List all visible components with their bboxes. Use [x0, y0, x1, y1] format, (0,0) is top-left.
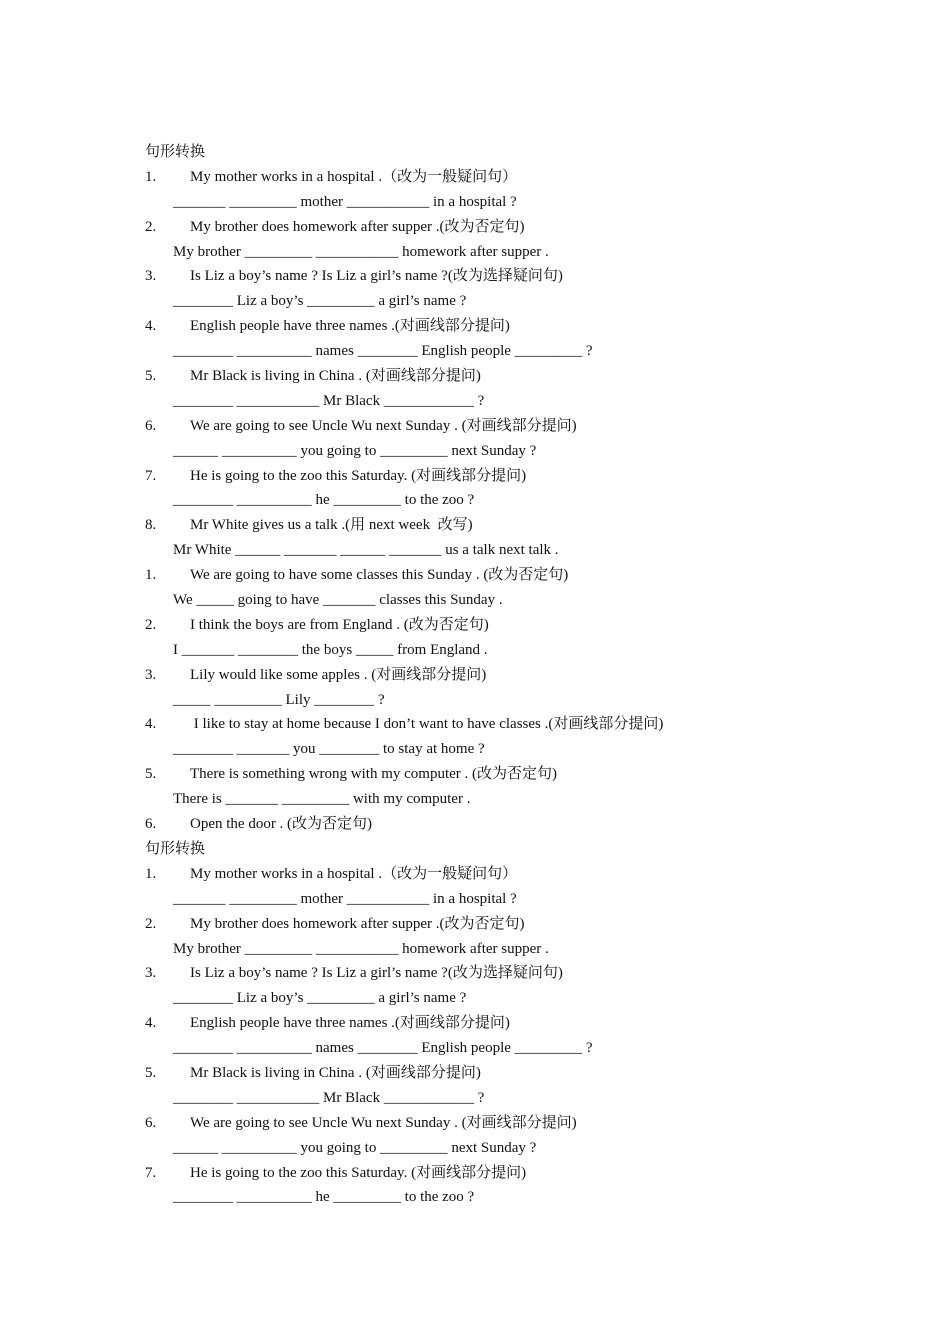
- answer-blank-line: I _______ ________ the boys _____ from England .: [173, 641, 488, 658]
- exercise-item: [145, 762, 905, 787]
- section-heading: 句形转换: [145, 840, 206, 857]
- answer-blank-line: My brother _________ ___________ homework after supper .: [173, 940, 549, 957]
- answer-blank-line: ________ __________ names ________ English people _________ ?: [173, 343, 593, 360]
- exercise-item: [145, 613, 905, 638]
- exercise-item: [145, 215, 905, 240]
- exercise-item: [145, 165, 905, 190]
- exercise-number: 5.: [145, 1064, 157, 1081]
- answer-blank-line: There is _______ _________ with my computer .: [173, 791, 471, 808]
- exercise-statement: Is Liz a boy’s name ? Is Liz a girl’s name ?(改为选择疑问句): [190, 268, 563, 285]
- exercise-number: 7.: [145, 1164, 157, 1181]
- exercise-item: [145, 364, 905, 389]
- exercise-statement: My mother works in a hospital .（改为一般疑问句）: [190, 168, 518, 185]
- exercise-statement: Mr Black is living in China . (对画线部分提问): [190, 1064, 481, 1081]
- exercise-statement: I like to stay at home because I don’t want to have classes .(对画线部分提问): [190, 716, 664, 733]
- exercise-item: [145, 1161, 905, 1186]
- exercise-statement: My brother does homework after supper .(改为否定句): [190, 218, 525, 235]
- exercise-number: 4.: [145, 1015, 157, 1032]
- exercise-number: 2.: [145, 218, 157, 235]
- exercise-number: 7.: [145, 467, 157, 484]
- exercise-statement: We are going to see Uncle Wu next Sunday . (对画线部分提问): [190, 1114, 577, 1131]
- exercise-item: [145, 563, 905, 588]
- exercise-number: 1.: [145, 567, 157, 584]
- exercise-statement: My mother works in a hospital .（改为一般疑问句）: [190, 865, 518, 882]
- exercise-item: [145, 1111, 905, 1136]
- exercise-number: 6.: [145, 816, 157, 833]
- exercise-number: 5.: [145, 766, 157, 783]
- exercise-statement: I think the boys are from England . (改为否定句): [190, 616, 489, 633]
- answer-blank-line: We _____ going to have _______ classes this Sunday .: [173, 592, 503, 609]
- exercise-statement: Open the door . (改为否定句): [190, 816, 373, 833]
- exercise-statement: We are going to see Uncle Wu next Sunday . (对画线部分提问): [190, 417, 577, 434]
- exercise-statement: We are going to have some classes this Sunday . (改为否定句): [190, 567, 569, 584]
- answer-blank-line: ______ __________ you going to _________ next Sunday ?: [173, 1139, 537, 1156]
- exercise-item: [145, 712, 905, 737]
- exercise-statement: He is going to the zoo this Saturday. (对画线部分提问): [190, 1164, 527, 1181]
- answer-blank-line: ________ __________ he _________ to the zoo ?: [173, 492, 475, 509]
- answer-blank-line: ________ Liz a boy’s _________ a girl’s name ?: [173, 990, 467, 1007]
- exercise-number: 5.: [145, 368, 157, 385]
- exercise-item: [145, 1011, 905, 1036]
- exercise-item: [145, 912, 905, 937]
- exercise-number: 3.: [145, 268, 157, 285]
- exercise-item: [145, 314, 905, 339]
- exercise-statement: He is going to the zoo this Saturday. (对画线部分提问): [190, 467, 527, 484]
- exercise-statement: English people have three names .(对画线部分提问): [190, 318, 510, 335]
- answer-blank-line: _______ _________ mother ___________ in a hospital ?: [173, 193, 517, 210]
- answer-blank-line: ________ __________ he _________ to the zoo ?: [173, 1189, 475, 1206]
- exercise-number: 1.: [145, 865, 157, 882]
- exercise-number: 6.: [145, 1114, 157, 1131]
- exercise-number: 3.: [145, 666, 157, 683]
- exercise-item: [145, 464, 905, 489]
- exercise-number: 1.: [145, 168, 157, 185]
- exercise-statement: Is Liz a boy’s name ? Is Liz a girl’s name ?(改为选择疑问句): [190, 965, 563, 982]
- worksheet-content: [145, 140, 905, 1210]
- section-heading: 句形转换: [145, 144, 206, 160]
- exercise-item: [145, 414, 905, 439]
- exercise-item: [145, 513, 905, 538]
- answer-blank-line: ________ ___________ Mr Black ____________ ?: [173, 392, 485, 409]
- exercise-number: 4.: [145, 716, 157, 733]
- exercise-statement: Mr Black is living in China . (对画线部分提问): [190, 368, 481, 385]
- exercise-statement: English people have three names .(对画线部分提问): [190, 1015, 510, 1032]
- exercise-item: [145, 812, 905, 837]
- exercise-statement: There is something wrong with my computer . (改为否定句): [190, 766, 558, 783]
- exercise-item: [145, 862, 905, 887]
- exercise-statement: My brother does homework after supper .(改为否定句): [190, 915, 525, 932]
- answer-blank-line: My brother _________ ___________ homework after supper .: [173, 243, 549, 260]
- exercise-number: 4.: [145, 318, 157, 335]
- answer-blank-line: _______ _________ mother ___________ in a hospital ?: [173, 890, 517, 907]
- exercise-number: 2.: [145, 915, 157, 932]
- answer-blank-line: ________ Liz a boy’s _________ a girl’s name ?: [173, 293, 467, 310]
- exercise-statement: Lily would like some apples . (对画线部分提问): [190, 666, 487, 683]
- answer-blank-line: ________ ___________ Mr Black ____________ ?: [173, 1089, 485, 1106]
- exercise-number: 6.: [145, 417, 157, 434]
- exercise-item: [145, 264, 905, 289]
- exercise-statement: Mr White gives us a talk .(用 next week 改写): [190, 517, 473, 534]
- exercise-number: 3.: [145, 965, 157, 982]
- exercise-number: 8.: [145, 517, 157, 534]
- answer-blank-line: ________ _______ you ________ to stay at home ?: [173, 741, 485, 758]
- answer-blank-line: ______ __________ you going to _________ next Sunday ?: [173, 442, 537, 459]
- exercise-item: [145, 1061, 905, 1086]
- answer-blank-line: _____ _________ Lily ________ ?: [173, 691, 385, 708]
- answer-blank-line: Mr White ______ _______ ______ _______ us a talk next talk .: [173, 542, 559, 559]
- answer-blank-line: ________ __________ names ________ English people _________ ?: [173, 1040, 593, 1057]
- exercise-item: [145, 663, 905, 688]
- exercise-item: [145, 961, 905, 986]
- exercise-number: 2.: [145, 616, 157, 633]
